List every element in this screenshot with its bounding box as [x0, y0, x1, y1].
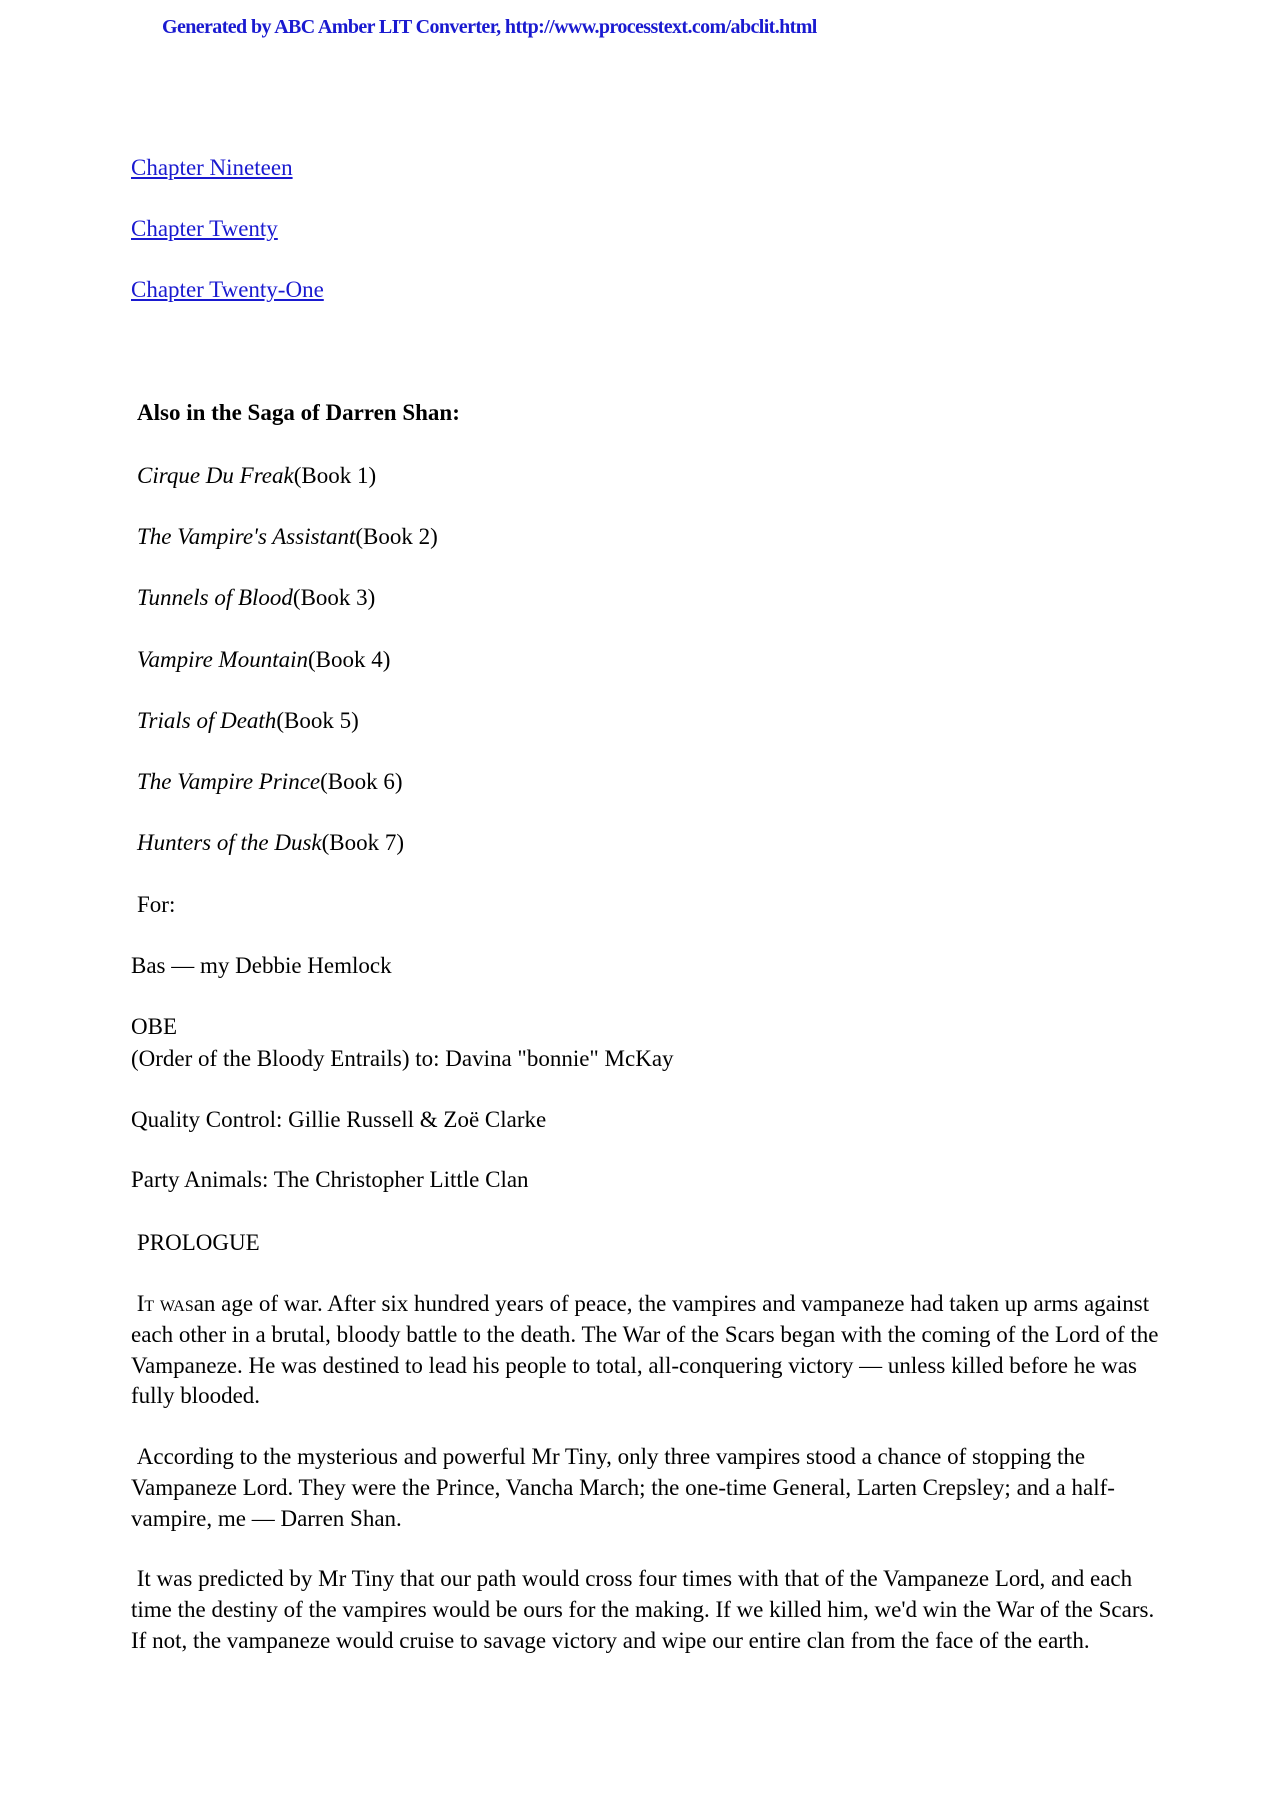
paragraph-text: an age of war. After six hundred years of peace, the vampires and vampaneze had taken up arms against each other in a brutal, bloody battle to the death. The War of the Scars began with the coming of the Lord of the Vampaneze. He was destined to lead his people to total, all-conquering victory — unless killed before he was fully blooded. [131, 1291, 1159, 1409]
dedication-for: For: [137, 892, 176, 917]
book-item [137, 766, 403, 797]
book-title: Cirque Du Freak [137, 463, 294, 488]
book-number: (Book 3) [292, 585, 376, 610]
also-in-saga-heading: Also in the Saga of Darren Shan: [137, 400, 460, 425]
book-number: (Book 2) [355, 524, 438, 549]
book-title: The Vampire's Assistant [137, 524, 356, 549]
book-number: (Book 6) [320, 769, 403, 794]
book-title: Hunters of the Dusk [137, 830, 322, 855]
book-number: (Book 5) [276, 708, 359, 733]
dedication-order: (Order of the Bloody Entrails) to: Davina "bonnie" McKay [131, 1046, 674, 1071]
book-title: The Vampire Prince [137, 769, 321, 794]
book-item [137, 827, 404, 858]
dedication-obe: OBE [131, 1014, 177, 1039]
prologue-paragraph-3 [131, 1564, 1161, 1656]
paragraph-text: It was predicted by Mr Tiny that our path would cross four times with that of the Vampaneze Lord, and each time the destiny of the vampires would be ours for the making. If we killed him, we'd win the War of the Scars. If not, the vampaneze would cruise to savage victory and wipe our entire clan from the face of the earth. [131, 1566, 1155, 1653]
book-number: (Book 4) [308, 647, 391, 672]
dedication-bas: Bas — my Debbie Hemlock [131, 953, 392, 978]
link-chapter-twenty[interactable]: Chapter Twenty [131, 216, 278, 241]
book-item [137, 521, 438, 552]
book-number: (Book 1) [293, 463, 377, 488]
book-item [137, 644, 390, 675]
prologue-paragraph-2 [131, 1442, 1161, 1534]
link-chapter-nineteen[interactable]: Chapter Nineteen [131, 155, 293, 180]
book-item [137, 705, 359, 736]
prologue-heading: PROLOGUE [137, 1230, 260, 1255]
drop-lead: It was [136, 1291, 194, 1316]
book-title: Tunnels of Blood [137, 585, 293, 610]
party-animals: Party Animals: The Christopher Little Clan [131, 1167, 529, 1192]
book-item [137, 460, 376, 491]
book-title: Trials of Death [137, 708, 277, 733]
book-title: Vampire Mountain [137, 647, 308, 672]
paragraph-text: According to the mysterious and powerful Mr Tiny, only three vampires stood a chance of stopping the Vampaneze Lord. They were the Prince, Vancha March; the one-time General, Larten Crepsley; and a half-vampire, me — Darren Shan. [131, 1444, 1115, 1531]
quality-control: Quality Control: Gillie Russell & Zoë Clarke [131, 1107, 547, 1132]
prologue-paragraph-1 [131, 1289, 1161, 1412]
link-chapter-twenty-one[interactable]: Chapter Twenty-One [131, 277, 324, 302]
book-item [137, 582, 375, 613]
book-number: (Book 7) [321, 830, 405, 855]
converter-header: Generated by ABC Amber LIT Converter, http://www.processtext.com/abclit.html [162, 16, 817, 38]
